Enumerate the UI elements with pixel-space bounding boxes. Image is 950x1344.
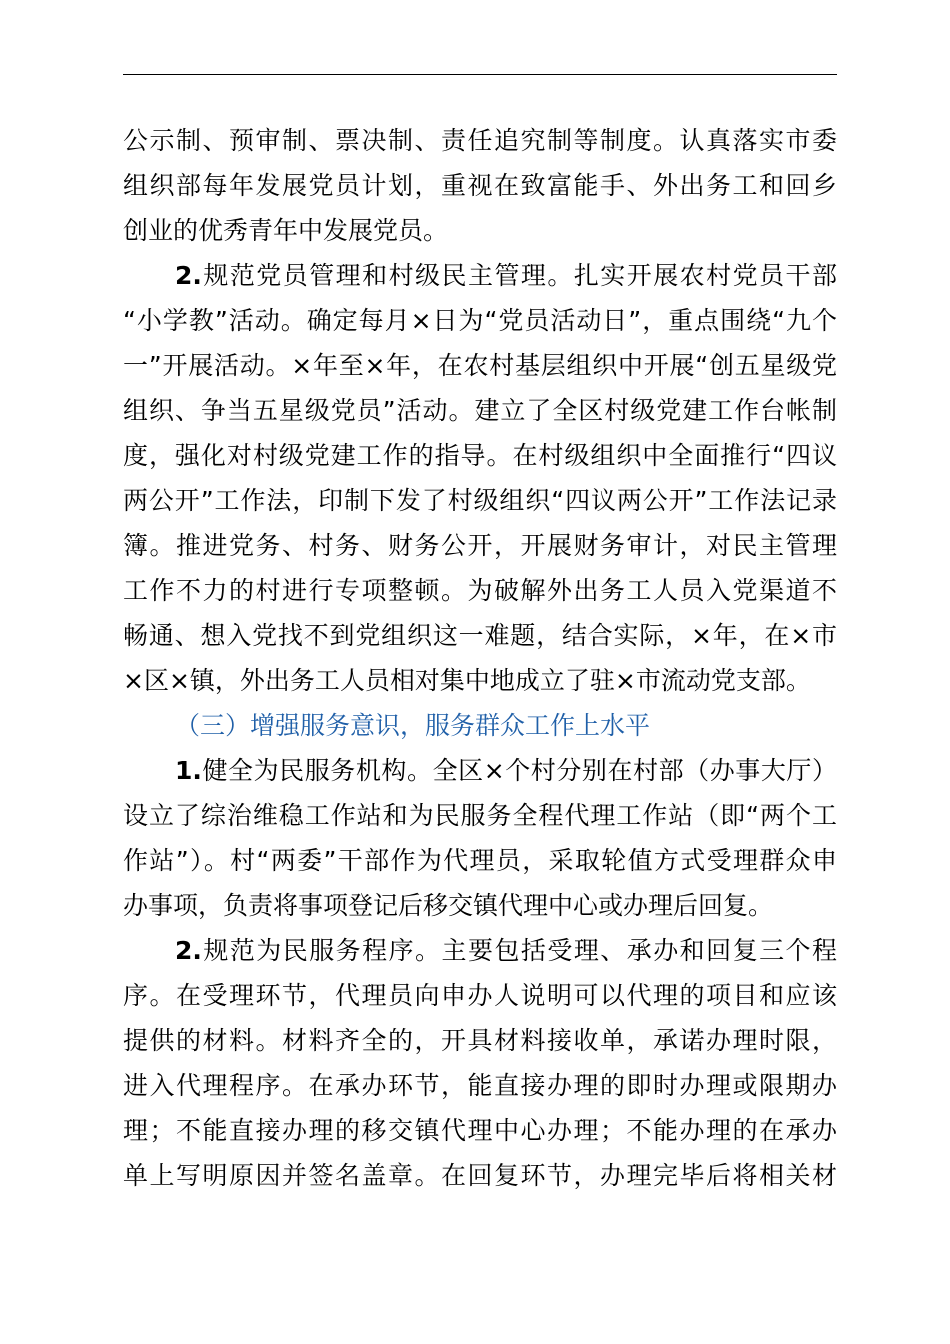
item-number: 2. bbox=[175, 261, 202, 290]
body-line: 度，强化对村级党建工作的指导。在村级组织中全面推行“四议 bbox=[123, 441, 837, 470]
body-line: 理；不能直接办理的移交镇代理中心办理；不能办理的在承办 bbox=[123, 1116, 837, 1145]
paragraph-start-line: 1.健全为民服务机构。全区×个村分别在村部（办事大厅） bbox=[175, 756, 837, 785]
body-line: 组织、争当五星级党员”活动。建立了全区村级党建工作台帐制 bbox=[123, 396, 837, 425]
body-line: “小学教”活动。确定每月×日为“党员活动日”，重点围绕“九个 bbox=[123, 306, 837, 335]
body-line: 公示制、预审制、票决制、责任追究制等制度。认真落实市委 bbox=[123, 126, 837, 155]
body-line: 进入代理程序。在承办环节，能直接办理的即时办理或限期办 bbox=[123, 1071, 837, 1100]
paragraph-start-line: 2.规范为民服务程序。主要包括受理、承办和回复三个程 bbox=[175, 936, 837, 965]
section-heading: （三）增强服务意识，服务群众工作上水平 bbox=[175, 711, 651, 740]
body-line: ×区×镇，外出务工人员相对集中地成立了驻×市流动党支部。 bbox=[123, 666, 811, 695]
body-line: 簿。推进党务、村务、财务公开，开展财务审计，对民主管理 bbox=[123, 531, 837, 560]
body-line: 工作不力的村进行专项整顿。为破解外出务工人员入党渠道不 bbox=[123, 576, 837, 605]
body-line: 两公开”工作法，印制下发了村级组织“四议两公开”工作法记录 bbox=[123, 486, 837, 515]
body-line: 办事项，负责将事项登记后移交镇代理中心或办理后回复。 bbox=[123, 891, 774, 920]
body-line: 提供的材料。材料齐全的，开具材料接收单，承诺办理时限， bbox=[123, 1026, 837, 1055]
paragraph-start-line: 2.规范党员管理和村级民主管理。扎实开展农村党员干部 bbox=[175, 261, 837, 290]
body-line: 单上写明原因并签名盖章。在回复环节，办理完毕后将相关材 bbox=[123, 1161, 837, 1190]
body-line: 设立了综治维稳工作站和为民服务全程代理工作站（即“两个工 bbox=[123, 801, 837, 830]
body-line: 作站”）。村“两委”干部作为代理员，采取轮值方式受理群众申 bbox=[123, 846, 837, 875]
body-line: 一”开展活动。×年至×年，在农村基层组织中开展“创五星级党 bbox=[123, 351, 837, 380]
item-number: 1. bbox=[175, 756, 202, 785]
header-rule bbox=[123, 74, 837, 75]
body-line: 创业的优秀青年中发展党员。 bbox=[123, 216, 449, 245]
item-number: 2. bbox=[175, 936, 202, 965]
body-line: 组织部每年发展党员计划，重视在致富能手、外出务工和回乡 bbox=[123, 171, 837, 200]
body-line: 序。在受理环节，代理员向申办人说明可以代理的项目和应该 bbox=[123, 981, 837, 1010]
body-line: 畅通、想入党找不到党组织这一难题，结合实际，×年，在×市 bbox=[123, 621, 837, 650]
